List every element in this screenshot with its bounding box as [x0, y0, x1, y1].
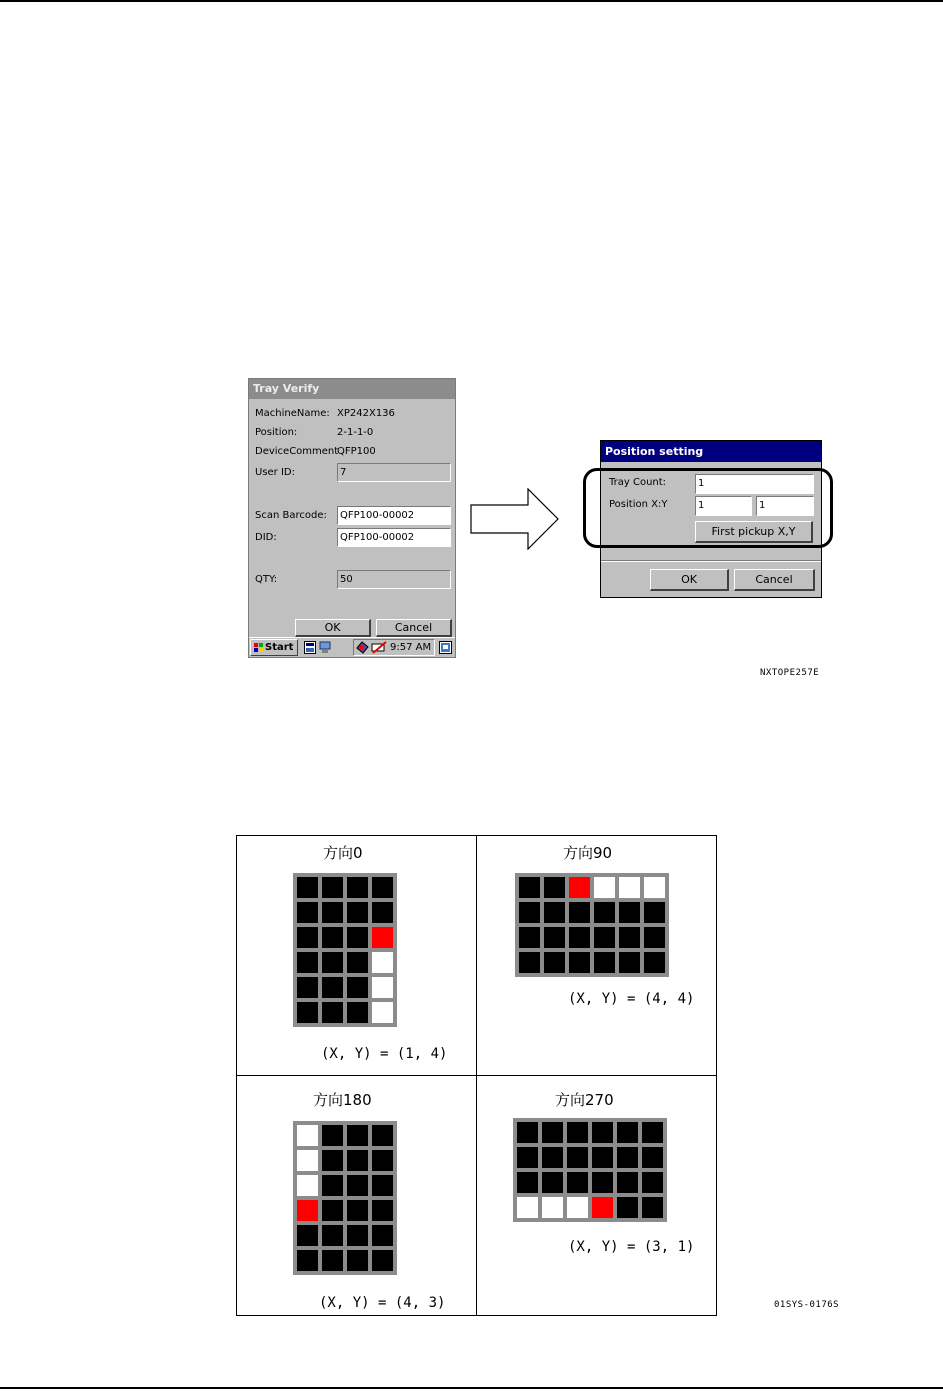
empty-pocket: [542, 1122, 563, 1143]
empty-pocket: [567, 1172, 588, 1193]
picked-pocket: [542, 1197, 563, 1218]
direction-90-tray-grid: [515, 873, 669, 977]
empty-pocket: [644, 952, 665, 973]
empty-pocket: [519, 927, 540, 948]
empty-pocket: [519, 952, 540, 973]
system-tray: [353, 639, 435, 656]
empty-pocket: [347, 877, 368, 898]
direction-270-tray-grid: [513, 1118, 667, 1222]
clock: 9:57 AM: [390, 642, 432, 653]
network-icon[interactable]: [319, 641, 331, 654]
direction-90-coord: (X, Y) = (4, 4): [568, 991, 695, 1007]
qty-field[interactable]: 50: [337, 570, 451, 589]
empty-pocket: [517, 1122, 538, 1143]
picked-pocket: [372, 952, 393, 973]
empty-pocket: [297, 877, 318, 898]
position-value: 2-1-1-0: [337, 427, 374, 438]
empty-pocket: [544, 877, 565, 898]
empty-pocket: [347, 1225, 368, 1246]
tray-verify-body: [249, 399, 455, 637]
qty-label: QTY:: [255, 574, 278, 585]
device-icon[interactable]: [356, 641, 369, 654]
empty-pocket: [372, 877, 393, 898]
empty-pocket: [347, 1250, 368, 1271]
table-divider-horizontal: [237, 1075, 716, 1076]
picked-pocket: [372, 1002, 393, 1023]
empty-pocket: [594, 952, 615, 973]
empty-pocket: [322, 977, 343, 998]
scan-barcode-field[interactable]: QFP100-00002: [337, 506, 451, 525]
picked-pocket: [297, 1150, 318, 1171]
empty-pocket: [297, 927, 318, 948]
direction-180-tray-grid: [293, 1121, 397, 1275]
empty-pocket: [372, 1250, 393, 1271]
empty-pocket: [322, 1150, 343, 1171]
empty-pocket: [542, 1172, 563, 1193]
start-label: Start: [265, 642, 294, 653]
empty-pocket: [347, 902, 368, 923]
picked-pocket: [372, 977, 393, 998]
empty-pocket: [297, 1002, 318, 1023]
first-pickup-pocket: [372, 927, 393, 948]
empty-pocket: [594, 927, 615, 948]
empty-pocket: [642, 1172, 663, 1193]
top-rule: [0, 0, 943, 2]
did-label: DID:: [255, 532, 277, 543]
empty-pocket: [617, 1197, 638, 1218]
position-x-field[interactable]: 1: [695, 496, 752, 516]
empty-pocket: [617, 1147, 638, 1168]
empty-pocket: [322, 1200, 343, 1221]
dialog-separator: [601, 560, 821, 562]
empty-pocket: [347, 1175, 368, 1196]
direction-0-tray-grid: [293, 873, 397, 1027]
empty-pocket: [322, 1250, 343, 1271]
empty-pocket: [372, 1175, 393, 1196]
empty-pocket: [322, 927, 343, 948]
empty-pocket: [322, 1175, 343, 1196]
first-pickup-button[interactable]: First pickup X,Y: [695, 521, 813, 543]
empty-pocket: [347, 1002, 368, 1023]
direction-0-coord: (X, Y) = (1, 4): [321, 1046, 448, 1062]
cancel-button[interactable]: Cancel: [376, 619, 452, 637]
empty-pocket: [519, 902, 540, 923]
picked-pocket: [297, 1125, 318, 1146]
start-button[interactable]: [250, 639, 298, 656]
dialog-ok-button[interactable]: OK: [650, 569, 729, 591]
empty-pocket: [322, 1002, 343, 1023]
battery-warning-icon[interactable]: [371, 641, 387, 654]
tray-count-label: Tray Count:: [609, 477, 667, 488]
picked-pocket: [517, 1197, 538, 1218]
picked-pocket: [644, 877, 665, 898]
position-label: Position:: [255, 427, 298, 438]
empty-pocket: [619, 902, 640, 923]
device-comment-label: DeviceComment: [255, 446, 339, 457]
empty-pocket: [347, 1200, 368, 1221]
dialog-cancel-button[interactable]: Cancel: [734, 569, 815, 591]
empty-pocket: [569, 952, 590, 973]
empty-pocket: [592, 1172, 613, 1193]
app-window-icon[interactable]: [304, 641, 316, 654]
highlight-ring: [583, 468, 833, 548]
empty-pocket: [644, 927, 665, 948]
picked-pocket: [594, 877, 615, 898]
figure-id-1: NXTOPE257E: [760, 668, 820, 678]
desktop-icon[interactable]: [439, 641, 452, 654]
empty-pocket: [347, 1150, 368, 1171]
tray-count-field[interactable]: 1: [695, 474, 814, 494]
empty-pocket: [519, 877, 540, 898]
position-setting-title: Position setting: [601, 441, 821, 462]
empty-pocket: [347, 952, 368, 973]
direction-table: [236, 835, 717, 1316]
empty-pocket: [569, 927, 590, 948]
first-pickup-pocket: [592, 1197, 613, 1218]
empty-pocket: [617, 1172, 638, 1193]
empty-pocket: [347, 1125, 368, 1146]
empty-pocket: [372, 1225, 393, 1246]
first-pickup-pocket: [569, 877, 590, 898]
empty-pocket: [322, 902, 343, 923]
machine-name-label: MachineName:: [255, 408, 330, 419]
user-id-label: User ID:: [255, 467, 295, 478]
empty-pocket: [322, 877, 343, 898]
empty-pocket: [544, 952, 565, 973]
empty-pocket: [619, 927, 640, 948]
empty-pocket: [619, 952, 640, 973]
empty-pocket: [592, 1122, 613, 1143]
empty-pocket: [297, 952, 318, 973]
picked-pocket: [619, 877, 640, 898]
figure-id-2: 01SYS-0176S: [774, 1300, 840, 1310]
position-xy-label: Position X:Y: [609, 499, 668, 510]
empty-pocket: [322, 1225, 343, 1246]
empty-pocket: [569, 902, 590, 923]
direction-180-title: 方向180: [313, 1091, 372, 1109]
empty-pocket: [297, 977, 318, 998]
user-id-field[interactable]: 7: [337, 463, 451, 482]
right-arrow-icon: [470, 488, 560, 550]
empty-pocket: [642, 1147, 663, 1168]
machine-name-value: XP242X136: [337, 408, 395, 419]
empty-pocket: [297, 1225, 318, 1246]
direction-90-title: 方向90: [563, 844, 613, 862]
picked-pocket: [567, 1197, 588, 1218]
empty-pocket: [567, 1122, 588, 1143]
empty-pocket: [517, 1172, 538, 1193]
empty-pocket: [347, 927, 368, 948]
picked-pocket: [297, 1175, 318, 1196]
empty-pocket: [544, 927, 565, 948]
empty-pocket: [544, 902, 565, 923]
empty-pocket: [297, 1250, 318, 1271]
direction-0-title: 方向0: [323, 844, 363, 862]
empty-pocket: [372, 902, 393, 923]
did-field[interactable]: QFP100-00002: [337, 528, 451, 547]
empty-pocket: [372, 1150, 393, 1171]
empty-pocket: [567, 1147, 588, 1168]
direction-270-title: 方向270: [555, 1091, 614, 1109]
empty-pocket: [617, 1122, 638, 1143]
empty-pocket: [644, 902, 665, 923]
scan-barcode-label: Scan Barcode:: [255, 510, 327, 521]
empty-pocket: [642, 1197, 663, 1218]
empty-pocket: [322, 952, 343, 973]
empty-pocket: [322, 1125, 343, 1146]
position-y-field[interactable]: 1: [756, 496, 814, 516]
empty-pocket: [542, 1147, 563, 1168]
empty-pocket: [297, 902, 318, 923]
tray-verify-title: Tray Verify: [249, 379, 455, 399]
direction-270-coord: (X, Y) = (3, 1): [568, 1239, 695, 1255]
windows-flag-icon: [254, 643, 263, 652]
ok-button[interactable]: OK: [295, 619, 371, 637]
empty-pocket: [372, 1200, 393, 1221]
empty-pocket: [517, 1147, 538, 1168]
taskbar: [249, 637, 455, 657]
tray-verify-window: [248, 378, 456, 658]
device-comment-value: QFP100: [337, 446, 376, 457]
empty-pocket: [594, 902, 615, 923]
first-pickup-pocket: [297, 1200, 318, 1221]
empty-pocket: [592, 1147, 613, 1168]
empty-pocket: [347, 977, 368, 998]
empty-pocket: [642, 1122, 663, 1143]
bottom-rule: [0, 1387, 943, 1389]
direction-180-coord: (X, Y) = (4, 3): [319, 1295, 446, 1311]
empty-pocket: [372, 1125, 393, 1146]
